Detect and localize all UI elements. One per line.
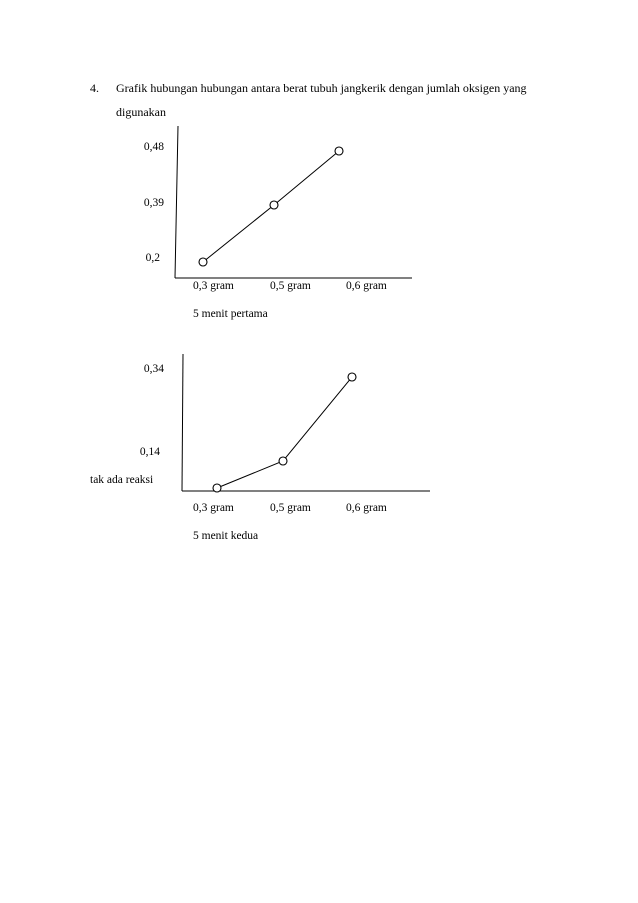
x-tick-label: 0,5 gram: [270, 502, 311, 514]
question-text-line1: Grafik hubungan hubungan antara berat tubuh jangkerik dengan jumlah oksigen yang: [116, 81, 527, 95]
x-tick-label: 0,6 gram: [346, 280, 387, 292]
y-tick-label: 0,14: [139, 446, 160, 458]
x-tick-label: 0,3 gram: [193, 280, 234, 292]
data-point-1: [199, 258, 207, 266]
x-tick-label: 0,3 gram: [193, 502, 234, 514]
data-point-2: [270, 201, 278, 209]
chart-caption: 5 menit pertama: [193, 308, 268, 320]
x-tick-label: 0,5 gram: [270, 280, 311, 292]
y-tick-label: 0,34: [143, 363, 164, 375]
data-point-3: [348, 373, 356, 381]
chart-caption: 5 menit kedua: [193, 530, 259, 542]
series-line: [217, 377, 352, 488]
question-text-line2: digunakan: [116, 105, 166, 119]
chart-5-menit-pertama: [0, 120, 638, 330]
chart-5-menit-kedua: [0, 350, 638, 550]
question-text: [116, 76, 586, 124]
data-point-2: [279, 457, 287, 465]
y-tick-label: 0,2: [145, 252, 160, 264]
question-number: 4.: [90, 81, 99, 95]
x-tick-label: 0,6 gram: [346, 502, 387, 514]
y-tick-label: tak ada reaksi: [90, 474, 154, 486]
y-tick-label: 0,39: [143, 197, 164, 209]
y-tick-label: 0,48: [143, 141, 164, 153]
y-axis: [182, 354, 183, 491]
y-axis: [175, 126, 178, 278]
data-point-3: [335, 147, 343, 155]
data-point-1: [213, 484, 221, 492]
